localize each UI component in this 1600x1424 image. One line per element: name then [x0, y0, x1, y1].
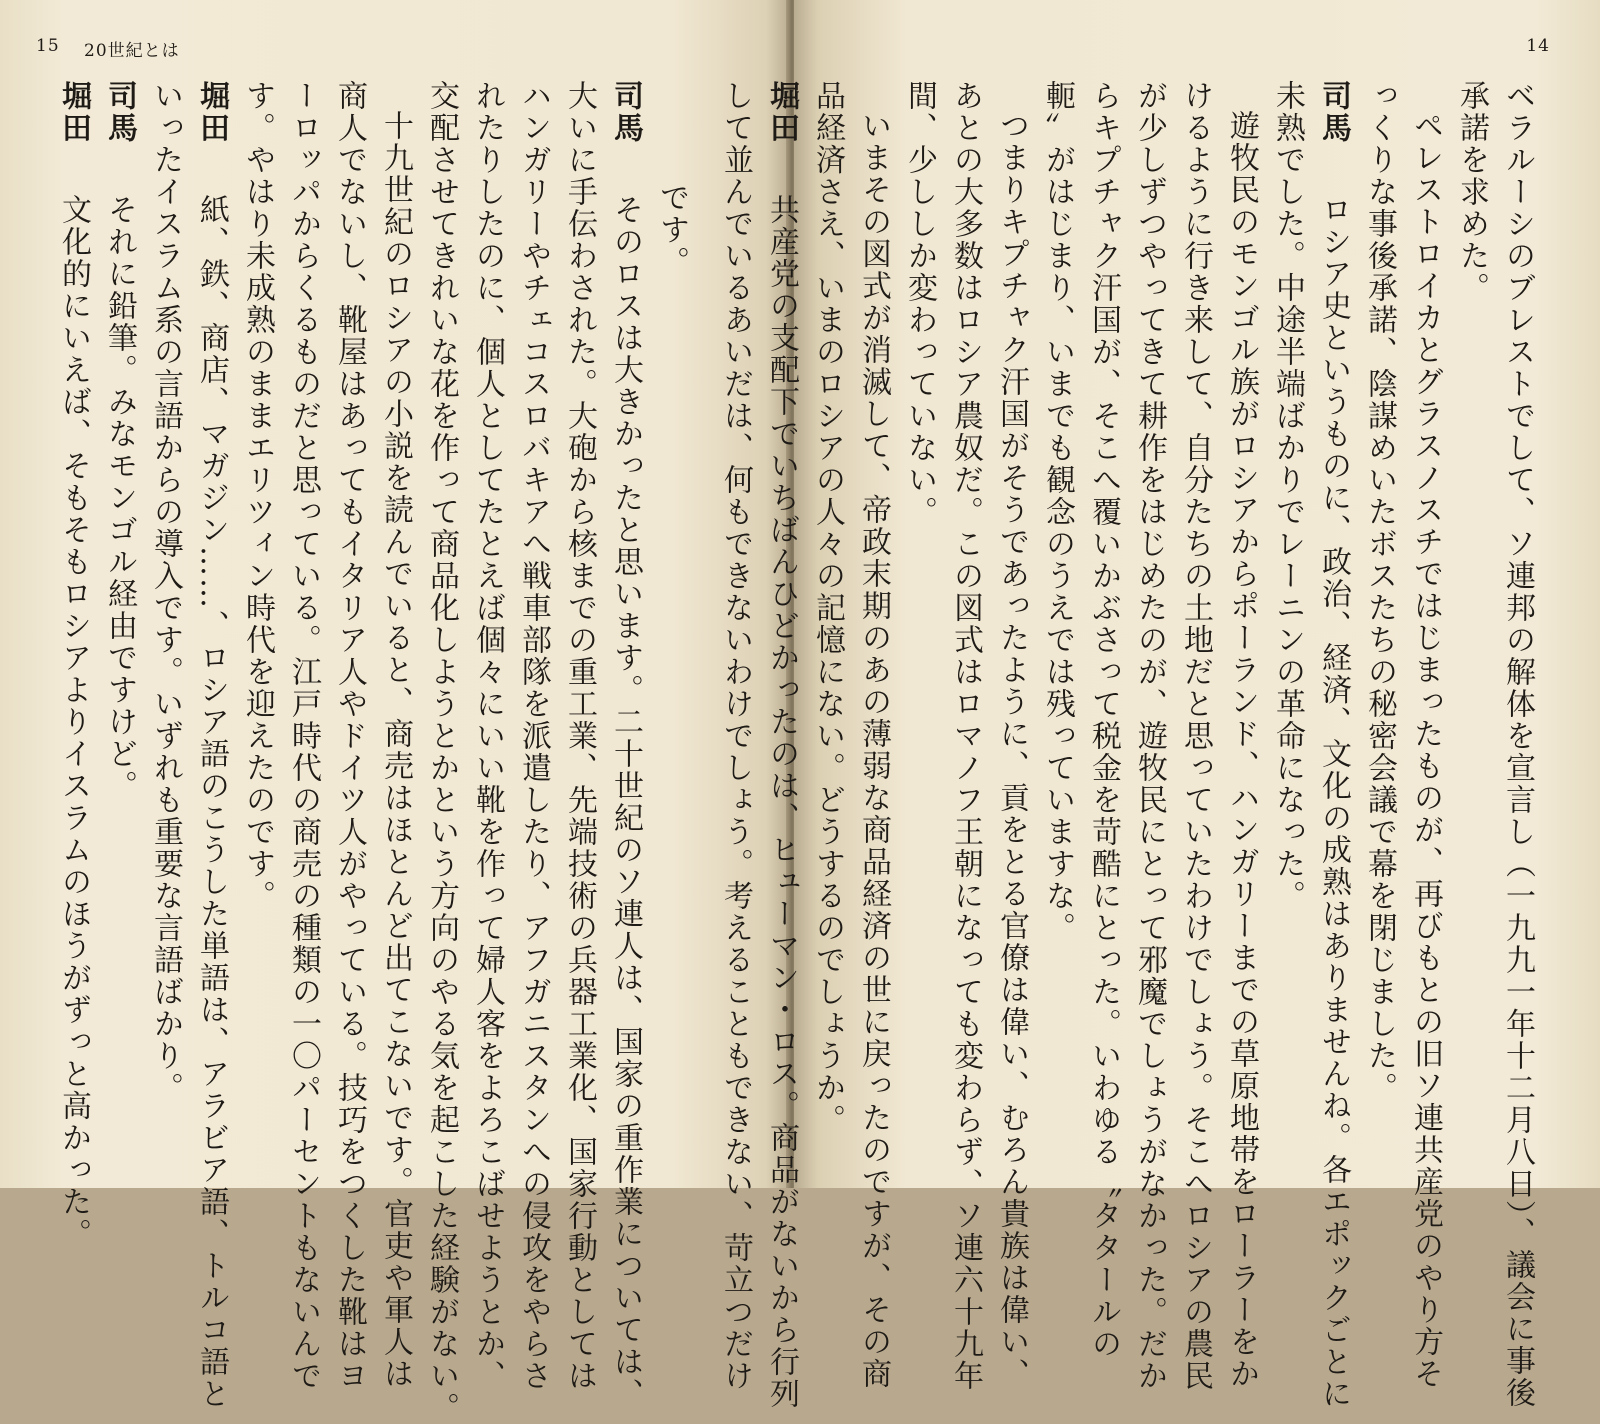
line-text: ペレストロイカとグラスノスチではじまったものが、再びもとの旧ソ連共産党のやり方そ [1408, 110, 1443, 1390]
left-page [0, 0, 790, 1424]
line-text: 大いに手伝わされた。大砲から核までの重工業、先端技術の兵器工業化、国家行動としては [562, 80, 597, 1392]
text-line [804, 80, 850, 1160]
text-line [1402, 80, 1448, 1390]
text-line [1264, 80, 1310, 1160]
text-line [602, 80, 648, 1410]
line-text: 未熟でした。中途半端ばかりでレーニンの革命になった。 [1270, 80, 1305, 912]
text-line [1034, 80, 1080, 1160]
line-text: す。やはり未成熟のままエリツィン時代を迎えたのです。 [240, 80, 275, 912]
text-line [1356, 80, 1402, 1160]
speaker-name: 堀田 [194, 80, 229, 144]
text-line [1494, 80, 1540, 1409]
line-text: 文化的にいえば、そもそもロシアよりイスラムのほうがずっと高かった。 [56, 194, 91, 1250]
line-text: 紙、鉄、商店、マガジン……、ロシア語のこうした単語は、アラビア語、トルコ語と [194, 194, 229, 1410]
line-text: つまりキプチャク汗国がそうであったように、貢をとる官僚は偉い、むろん貴族は偉い、 [994, 110, 1029, 1390]
line-text: 共産党の支配下でいちばんひどかったのは、ヒューマン・ロス。商品がないから行列 [764, 194, 799, 1410]
line-text: ーロッパからくるものだと思っている。江戸時代の商売の種類の一〇パーセントもないんで [286, 80, 321, 1392]
speaker-name: 堀田 [764, 80, 799, 144]
text-line [50, 80, 96, 1250]
text-line [372, 80, 418, 1390]
line-text: して並んでいるあいだは、何もできないわけでしょう。考えることもできない、苛立つだけ [718, 80, 753, 1392]
text-line [464, 80, 510, 1392]
speaker-name: 司馬 [1316, 80, 1351, 144]
text-line [988, 80, 1034, 1390]
text-line [280, 80, 326, 1392]
text-line [1080, 80, 1126, 1360]
line-text: 間、少ししか変わっていない。 [902, 80, 937, 528]
line-text: 交配させてきれいな花を作って商品化しようとかという方向のやる気を起こした経験がない。 [424, 80, 459, 1424]
line-text: れたりしたのに、個人としてたとえば個々にいい靴を作って婦人客をよろこばせようとか、 [470, 80, 505, 1392]
right-page [718, 0, 1600, 1410]
line-text: そのロスは大きかったと思います。二十世紀のソ連人は、国家の重作業については、 [608, 194, 643, 1410]
line-text: 十九世紀のロシアの小説を読んでいると、商売はほとんど出てこないです。官吏や軍人は [378, 110, 413, 1390]
text-line [188, 80, 234, 1410]
text-line [1172, 80, 1218, 1392]
line-text: いったイスラム系の言語からの導入です。いずれも重要な言語ばかり。 [148, 80, 183, 1104]
line-text: 品経済さえ、いまのロシアの人々の記憶にない。どうするのでしょうか。 [810, 80, 845, 1136]
right-body-text [712, 80, 1540, 1410]
text-line [510, 80, 556, 1392]
line-text: ハンガリーやチェコスロバキアへ戦車部隊を派遣したり、アフガニスタンへの侵攻をやらさ [516, 80, 551, 1392]
line-text: らキプチャク汗国が、そこへ覆いかぶさって税金を苛酷にとった。いわゆる〝タタールの [1086, 80, 1121, 1360]
speaker-name: 司馬 [102, 80, 137, 144]
text-line [96, 80, 142, 1160]
page-number: 14 [1526, 36, 1550, 56]
text-line [234, 80, 280, 1160]
line-text: いまその図式が消滅して、帝政末期のあの薄弱な商品経済の世に戻ったのですが、その商 [856, 110, 891, 1390]
left-body-text [50, 80, 694, 1424]
line-text: それに鉛筆。みなモンゴル経由ですけど。 [102, 194, 137, 802]
text-line [556, 80, 602, 1392]
line-text: ロシア史というものに、政治、経済、文化の成熟はありませんね。各エポックごとに [1316, 194, 1351, 1410]
line-text: けるように行き来して、自分たちの土地だと思っていたわけでしょう。そこへロシアの農民 [1178, 80, 1213, 1392]
text-line [1126, 80, 1172, 1392]
line-text: 商人でないし、靴屋はあってもイタリア人やドイツ人がやっている。技巧をつくした靴はヨ [332, 80, 367, 1392]
line-text: ベラルーシのブレストでして、ソ連邦の解体を宣言し（一九九一年十二月八日）、議会に事後 [1500, 80, 1535, 1409]
text-line [1448, 80, 1494, 1160]
speaker-name: 堀田 [56, 80, 91, 144]
line-text: 承諾を求めた。 [1454, 80, 1489, 304]
speaker-name: 司馬 [608, 80, 643, 144]
line-text: あとの大多数はロシア農奴だ。この図式はロマノフ王朝になっても変わらず、ソ連六十九年 [948, 80, 983, 1392]
text-line [712, 80, 758, 1392]
line-text: 遊牧民のモンゴル族がロシアからポーランド、ハンガリーまでの草原地帯をローラーをか [1224, 110, 1259, 1390]
text-line [896, 80, 942, 1160]
text-line [1310, 80, 1356, 1410]
text-line [850, 80, 896, 1390]
line-text: が少しずつやってきて耕作をはじめたのが、遊牧民にとって邪魔でしょうがなかった。だか [1132, 80, 1167, 1392]
text-line [326, 80, 372, 1392]
text-line [942, 80, 988, 1392]
line-text: です。 [654, 182, 689, 278]
text-line [142, 80, 188, 1160]
text-line [418, 80, 464, 1424]
text-line [1218, 80, 1264, 1390]
page-number: 15 [36, 36, 60, 56]
line-text: 軛〟がはじまり、いまでも観念のうえでは残っていますな。 [1040, 80, 1075, 944]
text-line [648, 80, 694, 1160]
running-head: 20世紀とは [84, 41, 180, 61]
line-text: っくりな事後承諾、陰謀めいたボスたちの秘密会議で幕を閉じました。 [1362, 80, 1397, 1104]
text-line [758, 80, 804, 1410]
